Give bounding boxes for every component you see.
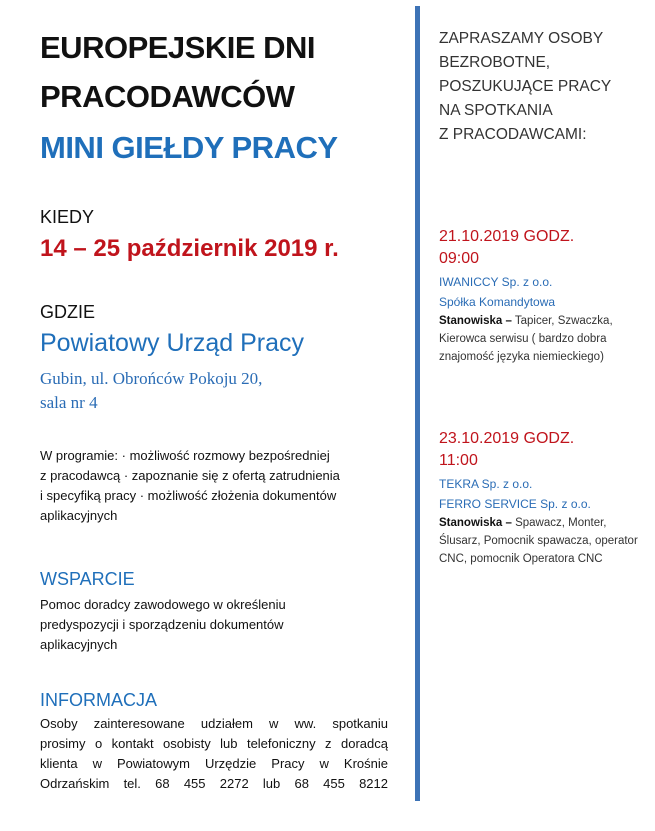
meeting-1-employer-1: IWANICCY Sp. z o.o. — [439, 275, 553, 289]
meeting-1-employer-2: Spółka Komandytowa — [439, 295, 556, 309]
meeting-2 — [439, 428, 644, 568]
meeting-1-positions-label: Stanowiska – — [439, 315, 512, 327]
info-line-4: Odrzańskim tel. 68 455 2272 lub 68 455 8212 — [40, 776, 388, 791]
invitation-line-1: ZAPRASZAMY OSOBY — [439, 30, 604, 47]
info-text — [40, 714, 388, 794]
meeting-2-employer-1: TEKRA Sp. z o.o. — [439, 477, 533, 491]
support-line-3: aplikacyjnych — [40, 637, 118, 652]
invitation-line-2: BEZROBOTNE, — [439, 54, 551, 71]
meeting-2-positions-list: Spawacz, Monter, Ślusarz, Pomocnik spawacza, operator CNC, pomocnik Operatora CNC — [439, 517, 638, 565]
event-dates: 14 – 25 październik 2019 r. — [40, 235, 339, 262]
meeting-2-positions — [439, 514, 639, 568]
meeting-1-time: 09:00 — [439, 250, 480, 267]
info-line-1: Osoby zainteresowane udziałem w ww. spotkaniu — [40, 716, 388, 731]
support-line-1: Pomoc doradcy zawodowego w określeniu — [40, 597, 286, 612]
info-line-3: klienta w Powiatowym Urzędzie Pracy w Krośnie — [40, 756, 388, 771]
meeting-1 — [439, 226, 644, 366]
support-heading: WSPARCIE — [40, 569, 135, 589]
meeting-2-positions-label: Stanowiska – — [439, 517, 512, 529]
where-label: GDZIE — [40, 302, 96, 322]
support-text — [40, 595, 340, 655]
invitation-line-4: NA SPOTKANIA — [439, 102, 553, 119]
invitation-line-3: POSZUKUJĄCE PRACY — [439, 78, 612, 95]
meeting-2-date: 23.10.2019 GODZ. — [439, 430, 575, 447]
invitation-text — [439, 27, 644, 147]
program-line-1: W programie: · możliwość rozmowy bezpośredniej — [40, 448, 330, 463]
info-line-2: prosimy o kontakt osobisty lub telefoniczny z doradcą — [40, 736, 388, 751]
meeting-2-time: 11:00 — [439, 452, 478, 469]
meeting-1-positions — [439, 312, 639, 366]
info-heading: INFORMACJA — [40, 690, 157, 710]
program-line-3: i specyfiką pracy · możliwość złożenia dokumentów — [40, 488, 337, 503]
title-line-2: PRACODAWCÓW — [40, 79, 295, 114]
program-line-4: aplikacyjnych — [40, 508, 118, 523]
meeting-2-employer-2: FERRO SERVICE Sp. z o.o. — [439, 497, 591, 511]
address-line-1: Gubin, ul. Obrońców Pokoju 20, — [40, 369, 263, 388]
program-text — [40, 446, 370, 526]
meeting-1-positions-list: Tapicer, Szwaczka, Kierowca serwisu ( bardzo dobra znajomość języka niemieckiego) — [439, 315, 613, 363]
subtitle: MINI GIEŁDY PRACY — [40, 130, 338, 165]
when-label: KIEDY — [40, 207, 95, 227]
title-line-1: EUROPEJSKIE DNI — [40, 30, 316, 65]
vertical-divider — [415, 6, 420, 801]
meeting-1-date: 21.10.2019 GODZ. — [439, 228, 575, 245]
program-line-2: z pracodawcą · zapoznanie się z ofertą zatrudnienia — [40, 468, 340, 483]
venue-name: Powiatowy Urząd Pracy — [40, 329, 304, 357]
address-line-2: sala nr 4 — [40, 393, 98, 412]
venue-address — [40, 367, 360, 415]
invitation-line-5: Z PRACODAWCAMI: — [439, 126, 587, 143]
support-line-2: predyspozycji i sporządzeniu dokumentów — [40, 617, 284, 632]
